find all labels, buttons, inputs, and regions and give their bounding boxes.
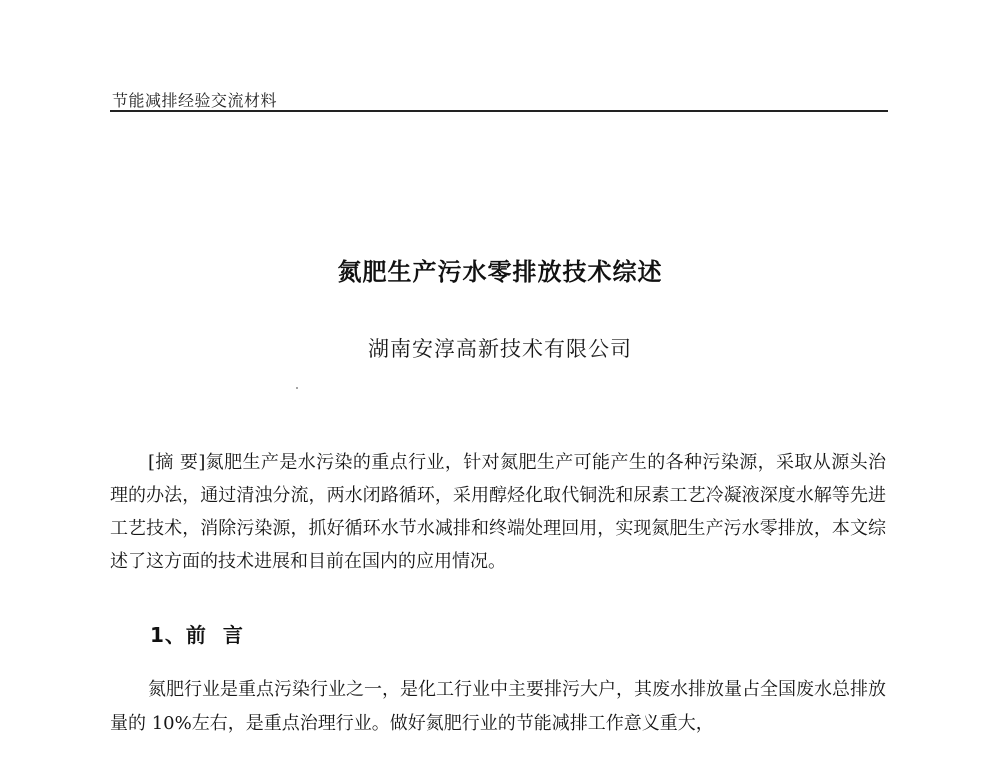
abstract-paragraph: [摘 要]氮肥生产是水污染的重点行业，针对氮肥生产可能产生的各种污染源，采取从源头治理的办法，通过清浊分流，两水闭路循环，采用醇烃化取代铜洗和尿素工艺冷凝液深度水解等先进工艺技术，消除污染源，抓好循环水节水减排和终端处理回用，实现氮肥生产污水零排放，本文综述了这方面的技术进展和目前在国内的应用情况。 <box>110 452 886 572</box>
author-organization: 湖南安淳高新技术有限公司 <box>368 337 632 361</box>
section-heading: 1、前 言 <box>150 623 244 647</box>
header-rule <box>110 110 888 112</box>
document-title: 氮肥生产污水零排放技术综述 <box>337 258 663 286</box>
running-header: 节能减排经验交流材料 <box>112 91 278 110</box>
scan-speck <box>296 387 298 389</box>
body-paragraph: 氮肥行业是重点污染行业之一，是化工行业中主要排污大户，其废水排放量占全国废水总排放量的 10%左右，是重点治理行业。做好氮肥行业的节能减排工作意义重大， <box>110 679 886 734</box>
